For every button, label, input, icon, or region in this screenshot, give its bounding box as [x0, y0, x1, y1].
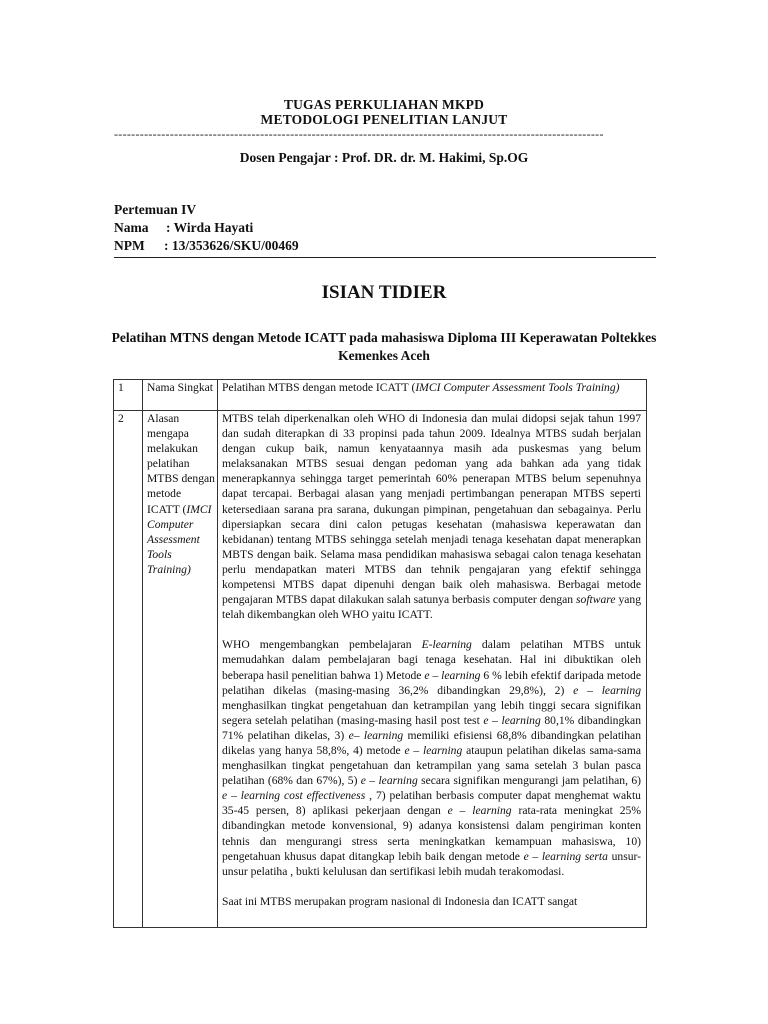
row-label	[143, 411, 218, 928]
content-italic: IMCI Computer Assessment Tools Training)	[415, 381, 620, 394]
student-name-row	[114, 219, 253, 237]
text-run: unsur-unsur pelatiha , bukti kelulusan dan sertifikasi lebih mudah terakomodasi.	[222, 849, 641, 878]
paragraph	[222, 894, 641, 909]
text-run-italic: e – learning serta	[523, 849, 608, 863]
tidier-table	[113, 379, 647, 928]
row-content	[218, 411, 647, 928]
course-subtitle: METODOLOGI PENELITIAN LANJUT	[260, 112, 508, 127]
row-number: 2	[114, 411, 143, 928]
label-italic: IMCI Computer Assessment Tools Training)	[147, 502, 212, 576]
document-title: ISIAN TIDIER	[321, 282, 447, 303]
row-content	[218, 380, 647, 411]
dashed-separator: ------------------------------------------------------------------------------------------------------------------	[114, 127, 604, 141]
text-run: dalam pelatihan MTBS untuk memudahkan dalam pembelajaran bagi tenaga kesehatan. Hal ini dibuktikan oleh beberapa hasil penelitian bahwa 1) Metode	[222, 638, 641, 682]
meeting-label: Pertemuan IV	[114, 202, 197, 217]
text-run: 6 % lebih efektif daripada metode pelatihan dikelas (masing-masing 36,2% dibandingkan 29,8%), 2)	[222, 668, 641, 697]
text-run-italic: e – learning	[360, 774, 418, 788]
header-rule	[114, 257, 656, 258]
npm-value: : 13/353626/SKU/00469	[164, 238, 299, 253]
text-run-italic: e– learning	[348, 728, 404, 742]
label-text: Alasan mengapa melakukan pelatihan MTBS dengan metode ICATT (	[147, 412, 215, 516]
text-run-italic: e – learning	[573, 683, 641, 697]
text-run: secara signifikan mengurangi jam pelatihan, 6)	[417, 774, 641, 788]
lecturer-line: Dosen Pengajar : Prof. DR. dr. M. Hakimi, Sp.OG	[239, 150, 529, 165]
text-run: MTBS telah diperkenalkan oleh WHO di Indonesia dan mulai didopsi sejak tahun 1997 dan sudah diterapkan di 33 propinsi pada tahun 2009. Idealnya MTBS sudah berjalan dengan cukup baik, namun kenyataannya masih ada puskesmas yang belum melaksanakan MTBS sesuai dengan pedoman yang ada bahkan ada yang tidak menerapkannya sehingga target pemerintah 60% penerapan MTBS belum sepenuhnya dapat tercapai. Berbagai alasan yang menjadi pertimbangan penerapan MTBS seperti ketersediaan sarana pra sarana, dukungan pimpinan, pengetahuan dan sebagainya. Perlu dipersiapkan secara dini calon petugas kesehatan (mahasiswa keperawatan dan kebidanan) tentang MTBS sehingga setelah menjadi tenaga kesehatan dapat menerapkan MBTS dengan baik. Selama masa pendidikan mahasiswa sebagai calon tenaga kesehatan perlu mendapatkan materi MTBS dan tehnik pengajaran yang efektif sehingga kompetensi MTBS dapat dipenuhi dengan baik oleh mahasiswa. Berbagai metode pengajaran MTBS dapat dilakukan salah satunya berbasis computer dengan	[222, 412, 641, 607]
table-row	[114, 380, 647, 411]
text-run-italic: E-learning	[421, 638, 472, 652]
npm-label: NPM	[114, 238, 145, 253]
text-run: WHO mengembangkan pembelajaran	[222, 638, 422, 652]
text-run: Saat ini MTBS merupakan program nasional di Indonesia dan ICATT sangat	[222, 894, 578, 908]
row-number: 1	[114, 380, 143, 411]
text-run-italic: software	[576, 593, 616, 607]
text-run: rata-rata meningkat 25% dibandingkan metode konvensional, 9) adanya konsistensi dalam pengiriman konten tehnis dan mengurangi stress serta meningkatkan kemampuan mahasiswa, 10) pengetahuan khusus dapat ditangkap lebih baik dengan metode	[222, 804, 641, 863]
name-label: Nama	[114, 220, 149, 235]
text-run-italic: e – learning	[483, 713, 541, 727]
name-value: : Wirda Hayati	[166, 220, 254, 235]
course-title: TUGAS PERKULIAHAN MKPD	[283, 97, 485, 112]
text-run-italic: e – learning	[424, 668, 481, 682]
paragraph	[222, 411, 641, 622]
text-run-italic: e – learning	[447, 804, 512, 818]
content-body	[222, 411, 641, 927]
content-text: Pelatihan MTBS dengan metode ICATT (	[222, 381, 416, 394]
text-run: menghasilkan tingkat pengetahuan dan ketrampilan yang lebih tinggi secara signifikan segera setelah pelatihan (masing-masing hasil post test	[222, 698, 641, 727]
student-npm-row	[114, 237, 299, 255]
text-run: ataupun pelatihan dikelas sama-sama menghasilkan tingkat pengetahuan dan ketrampilan yang sama setelah 3 bulan pasca pelatihan (68% dan 67%), 5)	[222, 743, 641, 788]
text-run: yang telah dikembangkan oleh WHO yaitu ICATT.	[222, 593, 641, 622]
text-run-italic: e – learning cost effectiveness	[222, 789, 366, 803]
document-subtitle: Pelatihan MTNS dengan Metode ICATT pada mahasiswa Diploma III Keperawatan Poltekkes Kemenkes Aceh	[111, 330, 657, 363]
paragraph	[222, 637, 641, 879]
table-row	[114, 411, 647, 928]
row-label: Nama Singkat	[143, 380, 218, 411]
text-run: memiliki efisiensi 68,8% dibandingkan pelatihan dikelas yang hanya 58,8%, 4) metode	[222, 728, 641, 757]
text-run: , 7) pelatihan berbasis computer dapat menghemat waktu 35-45 persen, 8) aplikasi pekerjaan dengan	[222, 789, 641, 818]
text-run: 80,1% dibandingkan 71% pelatihan dikelas, 3)	[222, 713, 641, 742]
text-run-italic: e – learning	[404, 743, 463, 757]
